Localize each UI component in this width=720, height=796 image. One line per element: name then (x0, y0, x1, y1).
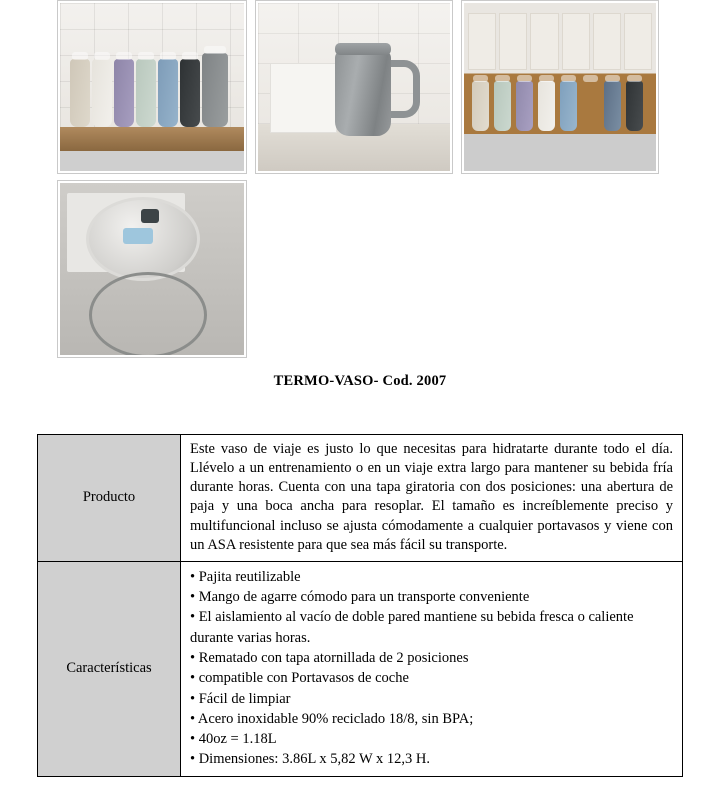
floor (60, 151, 244, 171)
list-item: • Dimensiones: 3.86L x 5,82 W x 12,3 H. (190, 751, 431, 768)
product-box (270, 63, 337, 132)
row-label-producto: Producto (38, 435, 181, 562)
tumbler-lilac (516, 81, 533, 131)
product-box (624, 13, 652, 70)
box-row (464, 13, 656, 70)
list-item: • Fácil de limpiar (190, 690, 291, 707)
table-row (38, 561, 683, 776)
lid-straw-opening (123, 228, 153, 244)
product-box (468, 13, 496, 70)
photo-tumblers-boxes (461, 0, 659, 174)
product-box (562, 13, 590, 70)
tumbler-grey (582, 81, 599, 131)
tumbler-mouth-top-view (89, 272, 207, 355)
tumbler-grey (202, 53, 228, 127)
tumbler-blue (158, 59, 178, 127)
tumbler-cream (472, 81, 489, 131)
page-title: TERMO-VASO- Cod. 2007 (273, 373, 447, 389)
product-spec-table (37, 434, 683, 777)
product-image-gallery (57, 0, 663, 358)
photo-tumblers-row-canvas (60, 3, 244, 171)
lid-knob (141, 209, 159, 223)
list-item: • Rematado con tapa atornillada de 2 posiciones (190, 649, 469, 666)
product-box (499, 13, 527, 70)
tumbler-handle (387, 60, 420, 118)
tumbler-white (538, 81, 555, 131)
photo-lids-topview (57, 180, 247, 358)
tumbler-lilac (114, 59, 134, 127)
tumbler-body (335, 50, 391, 136)
list-item: • compatible con Portavasos de coche (190, 670, 409, 687)
list-item: • Pajita reutilizable (190, 568, 301, 585)
tumbler-black (626, 81, 643, 131)
tumbler-blue (560, 81, 577, 131)
tumbler-mint (136, 59, 156, 127)
row-value-caracteristicas (181, 561, 683, 776)
product-box (530, 13, 558, 70)
photo-single-tumbler (255, 0, 453, 174)
photo-tumblers-boxes-canvas (464, 3, 656, 171)
gallery-row-1 (57, 0, 663, 174)
product-box (593, 13, 621, 70)
list-item: • Acero inoxidable 90% reciclado 18/8, sin BPA; (190, 710, 474, 727)
row-value-producto: Este vaso de viaje es justo lo que necesitas para hidratarte durante todo el día. Llévelo a un entrenamiento o en un viaje extra largo para mantener su bebida fría durante horas. Cuenta con una tapa giratoria con dos posiciones: una abertura de paja y una boca ancha para resoplar. El tamaño es increíblemente preciso y multifuncional incluso se ajusta cómodamente a cualquier portavasos y viene con un ASA resistente para que sea más fácil su transporte. (181, 435, 683, 562)
tumbler-cream (70, 59, 90, 127)
list-item: • Mango de agarre cómodo para un transporte conveniente (190, 589, 530, 606)
photo-single-tumbler-canvas (258, 3, 450, 171)
tumbler-black (180, 59, 200, 127)
gallery-row-2 (57, 174, 663, 358)
tumbler-mint (494, 81, 511, 131)
table-row (38, 435, 683, 562)
tumbler-lid (335, 43, 391, 55)
photo-tumblers-row (57, 0, 247, 174)
photo-lids-topview-canvas (60, 183, 244, 355)
wood-bench (60, 127, 244, 151)
list-item: • 40oz = 1.18L (190, 731, 277, 748)
tumbler-white (92, 59, 112, 127)
row-label-caracteristicas: Características (38, 561, 181, 776)
tumbler-navy (604, 81, 621, 131)
list-item: • El aislamiento al vacío de doble pared mantiene su bebida fresca o caliente durante varias horas. (190, 609, 634, 646)
